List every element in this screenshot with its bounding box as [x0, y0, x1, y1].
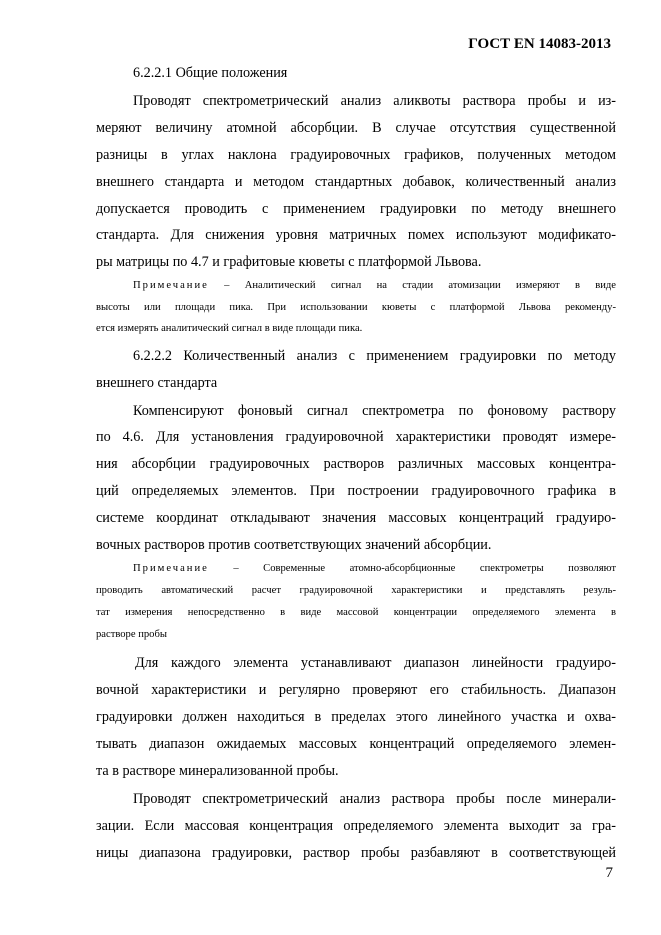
paragraph-line: разницы в углах наклона градуировочных графиков, полученных методом: [96, 147, 616, 163]
note-label: Примечание: [133, 280, 209, 291]
paragraph-line: ницы диапазона градуировки, раствор пробы разбавляют в соответствующей: [96, 845, 616, 861]
paragraph-line: Для каждого элемента устанавливают диапазон линейности градуиро-: [135, 655, 616, 671]
note-line: тат измерения непосредственно в виде массовой концентрации определяемого элемента в: [96, 607, 616, 618]
note-text: – Аналитический сигнал на стадии атомизации измеряют в виде: [208, 280, 616, 291]
note-line: ется измерять аналитический сигнал в виде площади пика.: [96, 323, 363, 334]
paragraph-line: ры матрицы по 4.7 и графитовые кюветы с платформой Львова.: [96, 254, 482, 270]
paragraph-line: вочных растворов против соответствующих значений абсорбции.: [96, 537, 492, 553]
note-line: высоты или площади пика. При использовании кюветы с платформой Львова рекоменду-: [96, 302, 616, 313]
section-heading: 6.2.2.2 Количественный анализ с применением градуировки по методу: [133, 348, 616, 364]
paragraph-line: ния абсорбции градуировочных растворов различных массовых концентра-: [96, 456, 616, 472]
paragraph-line: системе координат откладывают значения массовых концентраций градуиро-: [96, 510, 616, 526]
paragraph-line: меряют величину атомной абсорбции. В случае отсутствия существенной: [96, 120, 616, 136]
paragraph-line: допускается проводить с применением градуировки по методу внешнего: [96, 201, 616, 217]
note-line: проводить автоматический расчет градуировочной характеристики и представлять резуль-: [96, 585, 616, 596]
note-text: – Современные атомно-абсорбционные спектрометры позволяют: [208, 563, 616, 574]
paragraph-line: по 4.6. Для установления градуировочной характеристики проводят измере-: [96, 429, 616, 445]
section-heading: 6.2.2.1 Общие положения: [133, 65, 288, 81]
section-heading: внешнего стандарта: [96, 375, 218, 391]
paragraph-line: зации. Если массовая концентрация определяемого элемента выходит за гра-: [96, 818, 616, 834]
paragraph-line: внешнего стандарта и методом стандартных добавок, количественный анализ: [96, 174, 616, 190]
paragraph-line: стандарта. Для снижения уровня матричных помех используют модификато-: [96, 227, 616, 243]
note-line: [133, 279, 616, 292]
paragraph-line: та в растворе минерализованной пробы.: [96, 763, 339, 779]
page-number: 7: [605, 865, 613, 881]
paragraph-line: градуировки должен находиться в пределах этого линейного участка и охва-: [96, 709, 616, 725]
paragraph-line: Компенсируют фоновый сигнал спектрометра по фоновому раствору: [133, 403, 616, 419]
note-label: Примечание: [133, 563, 209, 574]
document-header: ГОСТ EN 14083-2013: [468, 36, 611, 52]
paragraph-line: ций определяемых элементов. При построении градуировочного графика в: [96, 483, 616, 499]
paragraph-line: Проводят спектрометрический анализ раствора пробы после минерали-: [133, 791, 616, 807]
paragraph-line: Проводят спектрометрический анализ аликвоты раствора пробы и из-: [133, 93, 616, 109]
paragraph-line: тывать диапазон ожидаемых массовых концентраций определяемого элемен-: [96, 736, 616, 752]
paragraph-line: вочной характеристики и регулярно проверяют его стабильность. Диапазон: [96, 682, 616, 698]
note-line: [133, 562, 616, 575]
note-line: растворе пробы: [96, 629, 167, 640]
